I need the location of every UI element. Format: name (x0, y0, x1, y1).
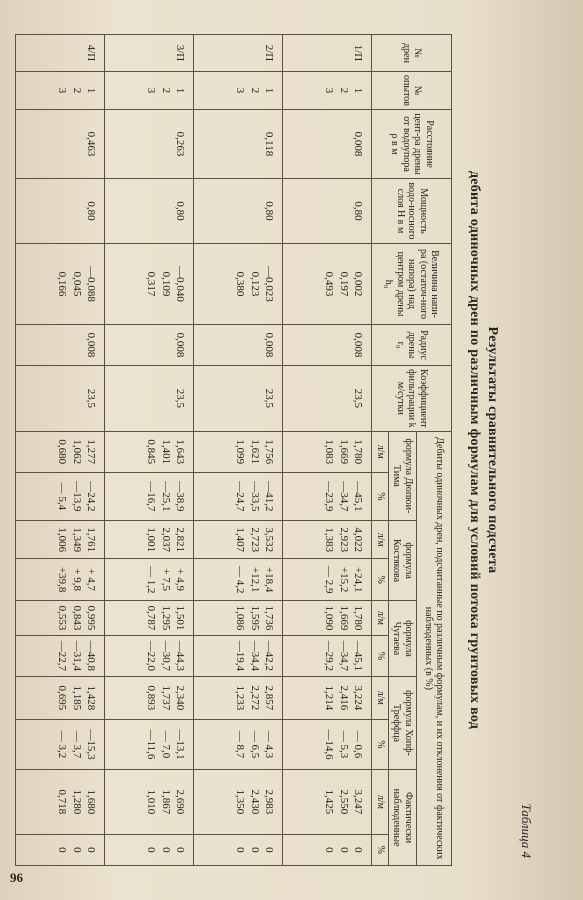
table-title-line1: Результаты сравнительного подсчета (485, 326, 500, 574)
header-formula-hopf-trefftz: формула Хопф-Треффца (389, 676, 417, 769)
cell-val: 1,780 1,669 1,090 (283, 601, 372, 636)
unit-pct: % (372, 559, 389, 601)
header-filtration: Коэффициент фильтрации k м/сутки (372, 366, 452, 432)
cell-val: 0,995 0,843 0,553 (16, 601, 105, 636)
table-title-line2: дебита одиночных дрен по различным формулам для условий потока грунтовых вод (467, 170, 482, 730)
cell-distance: 0,008 (283, 110, 372, 179)
cell-val: —15,3 — 3,7 — 3,2 (16, 719, 105, 769)
cell-radius: 0,008 (16, 325, 105, 366)
cell-k: 23,5 (194, 366, 283, 432)
table-row (16, 35, 105, 866)
unit-lm: л/м (372, 521, 389, 559)
cell-val: 4,022 2,923 1,383 (283, 521, 372, 559)
cell-val: —41,2 —33,5 —24,7 (194, 472, 283, 520)
cell-radius: 0,008 (105, 325, 194, 366)
cell-val: 1,680 1,280 0,718 (16, 770, 105, 835)
cell-thickness: 0,80 (16, 179, 105, 244)
cell-val: —38,9 —25,1 —16,7 (105, 472, 194, 520)
cell-h0: —0,088 0,045 0,166 (16, 244, 105, 325)
header-formula-dupuit: формула Дюпюи-Тима (389, 431, 417, 520)
cell-distance: 0,118 (194, 110, 283, 179)
cell-val: 2,857 2,272 1,233 (194, 676, 283, 719)
cell-radius: 0,008 (194, 325, 283, 366)
cell-thickness: 0,80 (283, 179, 372, 244)
page-number: 96 (10, 870, 23, 885)
table-body (16, 35, 372, 866)
cell-val: —42,2 —34,4 —19,4 (194, 635, 283, 676)
cell-val: 2,821 2,037 1,001 (105, 521, 194, 559)
cell-val: 1,736 1,595 1,086 (194, 601, 283, 636)
header-group: Дебиты одиночных дрен, подсчитанные по различным формулам, и их отклонения от фактических наблюденных (в %) (417, 431, 452, 865)
cell-experiments: 1 2 3 (194, 72, 283, 110)
table-row (194, 35, 283, 866)
cell-val: 1,428 1,185 0,695 (16, 676, 105, 719)
cell-drain: 3/П (105, 35, 194, 72)
header-radius: Радиус дрены r₀ (372, 325, 452, 366)
cell-val: + 4,9 + 7,5 — 1,2 (105, 559, 194, 601)
cell-val: —45,1 —34,7 —29,2 (283, 635, 372, 676)
unit-pct: % (372, 472, 389, 520)
table-row (283, 35, 372, 866)
cell-val: 3,247 2,550 1,425 (283, 770, 372, 835)
table-row (105, 35, 194, 866)
cell-h0: —0,023 0,123 0,380 (194, 244, 283, 325)
cell-val: 0 0 0 (194, 834, 283, 865)
unit-pct: % (372, 635, 389, 676)
cell-experiments: 1 2 3 (283, 72, 372, 110)
header-formula-chugaev: формула Чугаева (389, 601, 417, 677)
cell-val: — 0,6 — 5,3 —14,6 (283, 719, 372, 769)
cell-drain: 2/П (194, 35, 283, 72)
cell-k: 23,5 (283, 366, 372, 432)
cell-k: 23,5 (16, 366, 105, 432)
cell-val: + 4,7 + 9,8 +39,8 (16, 559, 105, 601)
cell-h0: —0,040 0,109 0,317 (105, 244, 194, 325)
cell-val: 0 0 0 (16, 834, 105, 865)
cell-val: 1,277 1,062 0,680 (16, 431, 105, 472)
cell-val: —24,2 —13,9 — 5,4 (16, 472, 105, 520)
cell-val: —13,1 — 7,0 —11,6 (105, 719, 194, 769)
cell-val: 1,501 1,295 0,787 (105, 601, 194, 636)
header-observed: Фактически наблюденные (389, 770, 417, 866)
cell-h0: 0,002 0,197 0,493 (283, 244, 372, 325)
cell-val: —44,3 —30,7 —22,0 (105, 635, 194, 676)
cell-experiments: 1 2 3 (105, 72, 194, 110)
header-formula-kostyakov: формула Костякова (389, 521, 417, 601)
cell-val: +24,1 +15,2 — 2,9 (283, 559, 372, 601)
unit-pct: % (372, 719, 389, 769)
header-distance: Расстояние цент-ра дрены от водоупора ρ в м (372, 110, 452, 179)
cell-distance: 0,263 (105, 110, 194, 179)
cell-thickness: 0,80 (105, 179, 194, 244)
cell-val: 1,756 1,621 1,099 (194, 431, 283, 472)
unit-lm: л/м (372, 676, 389, 719)
cell-val: — 4,3 — 6,5 — 8,7 (194, 719, 283, 769)
unit-lm: л/м (372, 431, 389, 472)
cell-val: —45,1 —34,7 —23,9 (283, 472, 372, 520)
cell-drain: 4/П (16, 35, 105, 72)
cell-val: 2,983 2,430 1,350 (194, 770, 283, 835)
cell-val: 1,643 1,401 0,845 (105, 431, 194, 472)
rotated-table-content (55, 30, 540, 870)
cell-val: 0 0 0 (283, 834, 372, 865)
cell-k: 23,5 (105, 366, 194, 432)
header-experiment: № опытов (372, 72, 452, 110)
cell-experiments: 1 2 3 (16, 72, 105, 110)
cell-val: 0 0 0 (105, 834, 194, 865)
cell-distance: 0,463 (16, 110, 105, 179)
cell-val: 3,224 2,416 1,214 (283, 676, 372, 719)
results-table (16, 34, 453, 866)
table-label: Таблица 4 (519, 803, 534, 858)
cell-val: 1,761 1,349 1,006 (16, 521, 105, 559)
header-thickness: Мощность водо-носного слоя H в м (372, 179, 452, 244)
unit-pct: % (372, 834, 389, 865)
header-drawdown: Величина напи-ра (остаточ-ного напора) над центром дрены h₀ (372, 244, 452, 325)
cell-drain: 1/П (283, 35, 372, 72)
cell-val: 1,780 1,669 1,083 (283, 431, 372, 472)
cell-val: 3,532 2,723 1,407 (194, 521, 283, 559)
cell-val: 2,690 1,867 1,010 (105, 770, 194, 835)
unit-lm: л/м (372, 601, 389, 636)
cell-val: —40,8 —31,4 —22,7 (16, 635, 105, 676)
unit-lm: л/м (372, 770, 389, 835)
cell-thickness: 0,80 (194, 179, 283, 244)
header-drain: № дрен (372, 35, 452, 72)
cell-val: +18,4 +12,1 — 4,2 (194, 559, 283, 601)
cell-radius: 0,008 (283, 325, 372, 366)
cell-val: 2,340 1,737 0,893 (105, 676, 194, 719)
